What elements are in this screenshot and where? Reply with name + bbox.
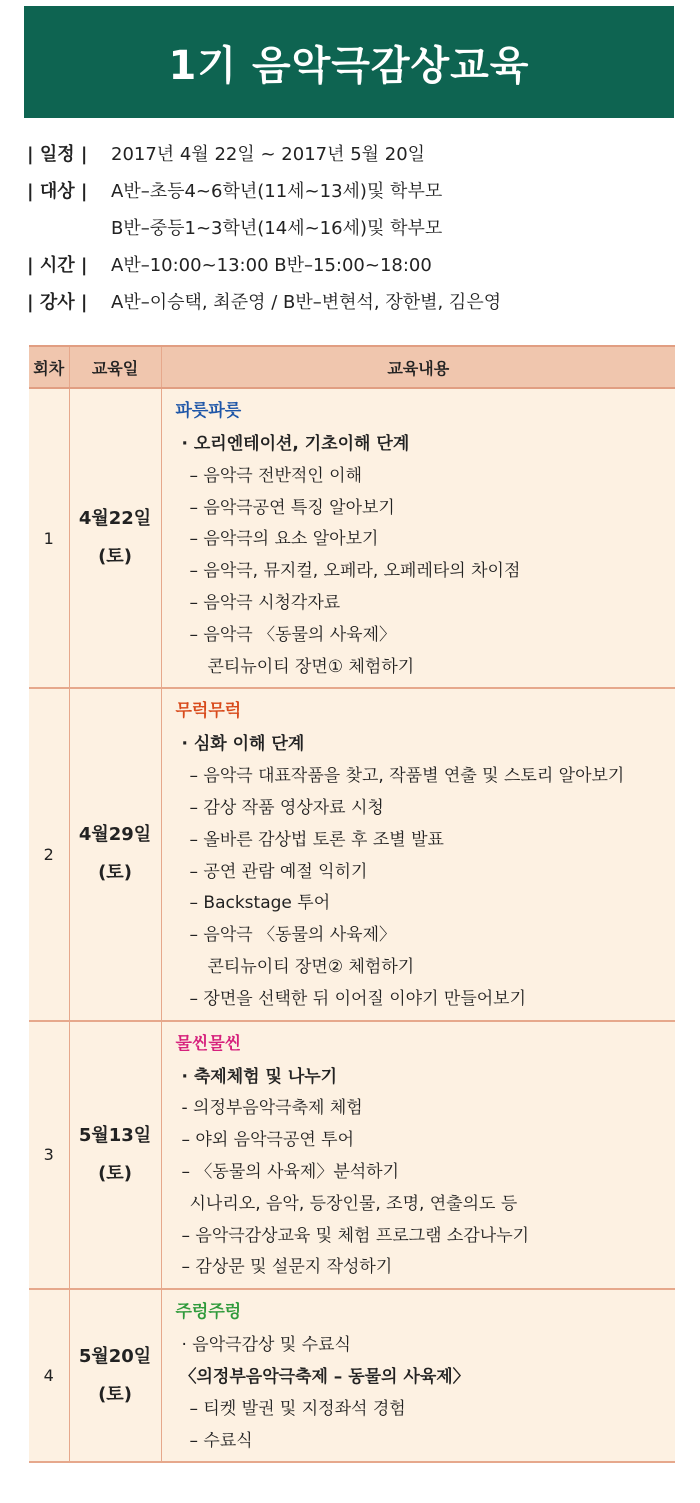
header-date: 교육일 bbox=[69, 346, 161, 388]
table-row bbox=[29, 1289, 675, 1462]
session-item: – 음악극 〈동물의 사육제〉 bbox=[189, 925, 397, 946]
session-content bbox=[161, 1021, 675, 1290]
session-item: – 수료식 bbox=[189, 1430, 253, 1451]
session-item: – 〈동물의 사육제〉분석하기 bbox=[181, 1161, 400, 1182]
session-item: 〈의정부음악극축제 – 동물의 사육제〉 bbox=[179, 1366, 470, 1387]
session-item: – 야외 음악극공연 투어 bbox=[181, 1130, 355, 1151]
session-date: 5월20일 bbox=[78, 1345, 152, 1367]
session-topic: · 축제체험 및 나누기 bbox=[181, 1066, 338, 1087]
session-item: – 음악극 대표작품을 찾고, 작품별 연출 및 스토리 알아보기 bbox=[189, 766, 625, 787]
info-label: | 강사 | bbox=[27, 292, 88, 313]
session-day: (토) bbox=[98, 1383, 132, 1405]
session-topic: · 오리엔테이션, 기초이해 단계 bbox=[181, 434, 410, 454]
session-item: – 티켓 발권 및 지정좌석 경험 bbox=[189, 1398, 406, 1419]
round-number: 3 bbox=[29, 1021, 69, 1290]
session-item: – Backstage 투어 bbox=[189, 893, 331, 914]
session-item: 콘티뉴이티 장면① 체험하기 bbox=[207, 656, 415, 677]
session-content bbox=[161, 1289, 675, 1462]
info-label: | 일정 | bbox=[27, 144, 88, 165]
session-title: 파릇파릇 bbox=[175, 401, 242, 421]
session-topic: · 음악극감상 및 수료식 bbox=[181, 1335, 351, 1356]
info-value: 2017년 4월 22일 ~ 2017년 5월 20일 bbox=[111, 144, 426, 165]
session-content bbox=[161, 688, 675, 1020]
info-value: A반–이승택, 최준영 / B반–변현석, 장한별, 김은영 bbox=[111, 292, 502, 313]
info-row bbox=[27, 251, 677, 288]
session-item: – 감상문 및 설문지 작성하기 bbox=[181, 1257, 393, 1278]
session-date-cell bbox=[69, 688, 161, 1020]
session-item: – 음악극, 뮤지컬, 오페라, 오페레타의 차이점 bbox=[189, 561, 521, 582]
session-item: – 음악극 시청각자료 bbox=[189, 592, 341, 613]
header-round: 회차 bbox=[29, 346, 69, 388]
session-day: (토) bbox=[98, 1162, 132, 1184]
session-title: 무럭무럭 bbox=[175, 701, 242, 722]
session-item: 시나리오, 음악, 등장인물, 조명, 연출의도 등 bbox=[189, 1193, 518, 1214]
info-value: B반–중등1~3학년(14세~16세)및 학부모 bbox=[111, 218, 443, 239]
page-title: 1기 음악극감상교육 bbox=[168, 42, 530, 89]
program-info bbox=[27, 140, 677, 325]
session-day: (토) bbox=[98, 862, 132, 884]
info-label: | 대상 | bbox=[27, 181, 88, 202]
session-item: – 음악극의 요소 알아보기 bbox=[189, 529, 379, 550]
round-number: 2 bbox=[29, 688, 69, 1020]
header-content: 교육내용 bbox=[161, 346, 675, 388]
round-number: 1 bbox=[29, 388, 69, 688]
session-day: (토) bbox=[98, 546, 132, 568]
session-date: 4월29일 bbox=[78, 824, 152, 846]
session-item: – 공연 관람 예절 익히기 bbox=[189, 861, 368, 882]
info-label: | 시간 | bbox=[27, 255, 88, 276]
session-item: – 음악극 전반적인 이해 bbox=[189, 465, 363, 486]
session-date: 5월13일 bbox=[78, 1124, 152, 1146]
session-item: – 음악극감상교육 및 체험 프로그램 소감나누기 bbox=[181, 1225, 530, 1246]
table-row bbox=[29, 688, 675, 1020]
session-date-cell bbox=[69, 1289, 161, 1462]
session-content bbox=[161, 388, 675, 688]
session-item: – 올바른 감상법 토론 후 조별 발표 bbox=[189, 829, 444, 850]
schedule-table bbox=[29, 345, 675, 1463]
round-number: 4 bbox=[29, 1289, 69, 1462]
session-item: – 감상 작품 영상자료 시청 bbox=[189, 797, 384, 818]
session-item: – 음악극 〈동물의 사육제〉 bbox=[189, 624, 397, 645]
info-row bbox=[27, 140, 677, 177]
info-row bbox=[27, 177, 677, 251]
info-row bbox=[27, 288, 677, 325]
info-value: A반–초등4~6학년(11세~13세)및 학부모 bbox=[111, 181, 443, 202]
session-date-cell bbox=[69, 1021, 161, 1290]
session-item: – 음악극공연 특징 알아보기 bbox=[189, 497, 395, 518]
session-title: 물씬물씬 bbox=[175, 1033, 242, 1054]
session-item: 콘티뉴이티 장면② 체험하기 bbox=[207, 956, 415, 977]
table-header-row bbox=[29, 346, 675, 388]
session-date: 4월22일 bbox=[78, 508, 152, 530]
info-value: A반–10:00~13:00 B반–15:00~18:00 bbox=[111, 255, 432, 276]
session-item: - 의정부음악극축제 체험 bbox=[181, 1098, 363, 1119]
table-row bbox=[29, 1021, 675, 1290]
session-title: 주렁주렁 bbox=[175, 1302, 242, 1323]
session-topic: · 심화 이해 단계 bbox=[181, 734, 305, 755]
session-item: – 장면을 선택한 뒤 이어질 이야기 만들어보기 bbox=[189, 988, 527, 1009]
table-row bbox=[29, 388, 675, 688]
page-title-banner bbox=[24, 6, 674, 118]
session-date-cell bbox=[69, 388, 161, 688]
